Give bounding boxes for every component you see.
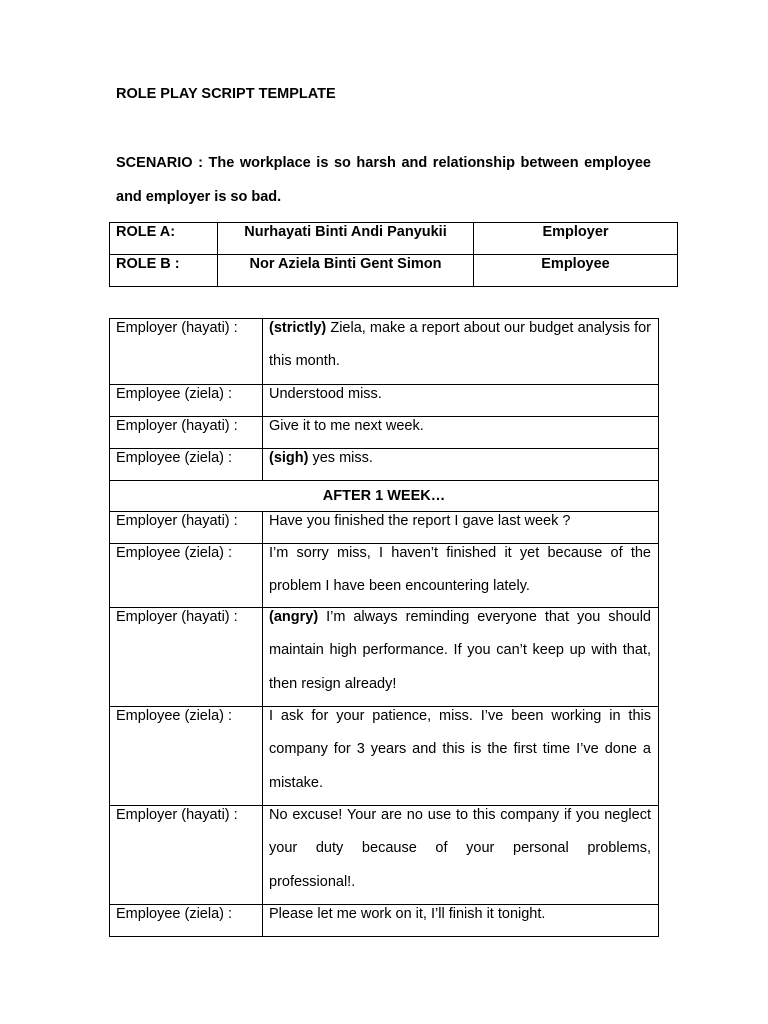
role-person-name: Nurhayati Binti Andi Panyukii [218, 223, 474, 255]
dialogue-text: Ziela, make a report about our budget analysis for this month. [269, 320, 651, 370]
dialogue-line [263, 449, 659, 481]
speaker-label: Employer (hayati) : [110, 806, 263, 905]
role-person-name: Nor Aziela Binti Gent Simon [218, 255, 474, 287]
script-row [110, 707, 659, 806]
speaker-label: Employer (hayati) : [110, 608, 263, 707]
script-divider-row [110, 481, 659, 512]
dialogue-text: Give it to me next week. [269, 418, 424, 434]
dialogue-line [263, 707, 659, 806]
dialogue-text: Please let me work on it, I’ll finish it tonight. [269, 906, 546, 922]
role-position: Employee [474, 255, 678, 287]
script-row [110, 905, 659, 937]
script-table [109, 318, 659, 937]
dialogue-line [263, 319, 659, 385]
script-row [110, 417, 659, 449]
dialogue-line [263, 385, 659, 417]
speaker-label: Employee (ziela) : [110, 385, 263, 417]
script-row [110, 608, 659, 707]
speaker-label: Employee (ziela) : [110, 905, 263, 937]
speaker-label: Employee (ziela) : [110, 544, 263, 608]
dialogue-text: I’m sorry miss, I haven’t finished it yet because of the problem I have been encountering lately. [269, 545, 651, 595]
script-row [110, 385, 659, 417]
script-row [110, 806, 659, 905]
dialogue-text: I’m always reminding everyone that you should maintain high performance. If you can’t keep up with that, then resign already! [269, 609, 651, 692]
dialogue-text: Understood miss. [269, 386, 382, 402]
dialogue-text: I ask for your patience, miss. I’ve been working in this company for 3 years and this is the first time I’ve done a mistake. [269, 708, 651, 791]
role-label: ROLE B : [110, 255, 218, 287]
role-row-b [110, 255, 678, 287]
dialogue-text: Have you finished the report I gave last week ? [269, 513, 571, 529]
script-row [110, 544, 659, 608]
role-position: Employer [474, 223, 678, 255]
dialogue-line [263, 544, 659, 608]
role-row-a [110, 223, 678, 255]
speaker-label: Employee (ziela) : [110, 449, 263, 481]
dialogue-text: yes miss. [308, 450, 373, 466]
speaker-label: Employee (ziela) : [110, 707, 263, 806]
speaker-label: Employer (hayati) : [110, 417, 263, 449]
dialogue-text: No excuse! Your are no use to this company if you neglect your duty because of your personal problems, professional!. [269, 807, 651, 890]
dialogue-line [263, 608, 659, 707]
stage-cue: (strictly) [269, 320, 327, 336]
speaker-label: Employer (hayati) : [110, 319, 263, 385]
script-row [110, 449, 659, 481]
time-skip-divider: AFTER 1 WEEK… [110, 481, 659, 512]
role-label: ROLE A: [110, 223, 218, 255]
stage-cue: (angry) [269, 609, 319, 625]
scenario-text: SCENARIO : The workplace is so harsh and relationship between employee and employer is so bad. [116, 155, 651, 205]
script-row [110, 319, 659, 385]
document-title: ROLE PLAY SCRIPT TEMPLATE [116, 86, 336, 102]
stage-cue: (sigh) [269, 450, 309, 466]
dialogue-line [263, 417, 659, 449]
roles-table [109, 222, 678, 287]
dialogue-line [263, 806, 659, 905]
dialogue-line [263, 905, 659, 937]
speaker-label: Employer (hayati) : [110, 512, 263, 544]
